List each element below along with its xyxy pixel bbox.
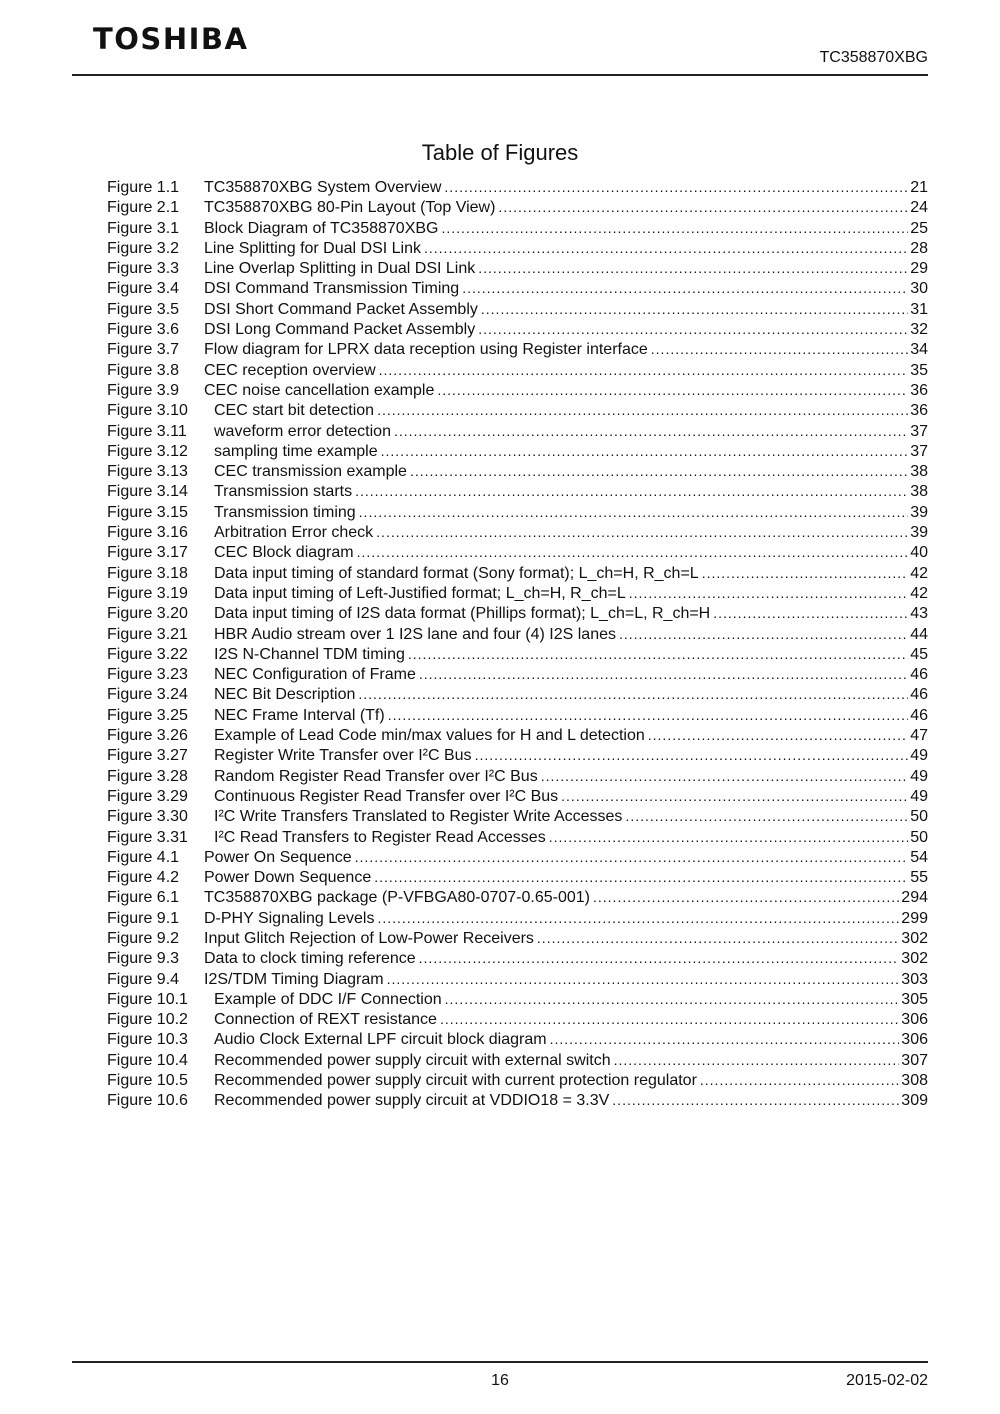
page-reference: 39 [910,503,928,521]
page-reference: 28 [910,239,928,257]
figure-title: NEC Frame Interval (Tf) [214,706,385,724]
dot-leader [561,786,908,806]
dot-leader [481,299,908,319]
figure-title: Example of Lead Code min/max values for H and L detection [214,727,645,745]
header-rule [72,74,928,76]
toc-entry[interactable] [107,948,928,968]
toc-entry[interactable] [107,603,928,623]
page-reference: 50 [910,828,928,846]
figure-number: Figure 9.1 [107,909,180,927]
figure-title: TC358870XBG 80-Pin Layout (Top View) [204,199,496,217]
figure-number: Figure 10.3 [107,1031,188,1049]
page-reference: 46 [910,706,928,724]
page-reference: 45 [910,645,928,663]
figure-number: Figure 3.18 [107,564,188,582]
toc-entry[interactable] [107,177,928,197]
page-reference: 39 [910,524,928,542]
page-reference: 38 [910,463,928,481]
figure-title: Arbitration Error check [214,524,374,542]
page-reference: 46 [910,666,928,684]
table-of-figures [107,177,928,1111]
figure-title: Continuous Register Read Transfer over I²C Bus [214,787,559,805]
dot-leader [379,360,909,380]
figure-title: Random Register Read Transfer over I²C Bus [214,767,538,785]
figure-title: waveform error detection [214,422,391,440]
toc-entry[interactable] [107,278,928,298]
figure-number: Figure 3.31 [107,828,188,846]
page-reference: 50 [910,808,928,826]
figure-number: Figure 2.1 [107,199,180,217]
page-reference: 24 [910,199,928,217]
figure-number: Figure 3.13 [107,463,188,481]
figure-title: CEC reception overview [204,361,376,379]
figure-number: Figure 3.5 [107,300,180,318]
dot-leader [408,644,908,664]
figure-number: Figure 3.12 [107,442,188,460]
dot-leader [648,725,908,745]
figure-title: HBR Audio stream over 1 I2S lane and four (4) I2S lanes [214,625,616,643]
toshiba-logo: TOSHIBA [93,22,249,56]
page-reference: 42 [910,564,928,582]
figure-title: I2S N-Channel TDM timing [214,645,405,663]
figure-number: Figure 3.7 [107,341,180,359]
dot-leader [388,705,909,725]
dot-leader [629,583,908,603]
dot-leader [374,867,908,887]
figure-number: Figure 9.4 [107,970,180,988]
dot-leader [619,624,908,644]
figure-number: Figure 3.10 [107,402,188,420]
toc-entry[interactable] [107,319,928,339]
page-reference: 294 [901,889,928,907]
page-reference: 30 [910,280,928,298]
page-reference: 307 [901,1051,928,1069]
page-reference: 43 [910,605,928,623]
page-reference: 49 [910,787,928,805]
toc-entry[interactable] [107,745,928,765]
dot-leader [593,887,899,907]
toc-entry[interactable] [107,258,928,278]
figure-title: Transmission timing [214,503,356,521]
figure-number: Figure 4.2 [107,869,180,887]
figure-number: Figure 3.14 [107,483,188,501]
figure-number: Figure 9.2 [107,929,180,947]
toc-entry[interactable] [107,339,928,359]
figure-number: Figure 3.26 [107,727,188,745]
dot-leader [355,847,909,867]
figure-number: Figure 6.1 [107,889,180,907]
figure-title: Transmission starts [214,483,353,501]
toc-entry[interactable] [107,197,928,217]
page-reference: 32 [910,321,928,339]
figure-number: Figure 3.21 [107,625,188,643]
figure-title: Connection of REXT resistance [214,1011,437,1029]
dot-leader [357,542,909,562]
dot-leader [381,441,909,461]
toc-entry[interactable] [107,1070,928,1090]
figure-number: Figure 9.3 [107,950,180,968]
dot-leader [376,522,908,542]
page-reference: 29 [910,260,928,278]
page-number: 16 [491,1372,509,1389]
toc-entry[interactable] [107,563,928,583]
figure-number: Figure 3.11 [107,422,187,440]
figure-title: I2S/TDM Timing Diagram [204,970,384,988]
toc-entry[interactable] [107,867,928,887]
dot-leader [437,380,908,400]
dot-leader [441,218,908,238]
toc-entry[interactable] [107,522,928,542]
figure-title: I²C Write Transfers Translated to Register Write Accesses [214,808,623,826]
page-reference: 306 [901,1031,928,1049]
figure-title: Audio Clock External LPF circuit block diagram [214,1031,547,1049]
toc-entry[interactable] [107,502,928,522]
figure-title: Power On Sequence [204,848,352,866]
page-reference: 54 [910,848,928,866]
figure-title: Line Splitting for Dual DSI Link [204,239,421,257]
figure-title: Block Diagram of TC358870XBG [204,219,439,237]
toc-entry[interactable] [107,421,928,441]
page-reference: 299 [901,909,928,927]
dot-leader [612,1090,899,1110]
page-reference: 47 [910,727,928,745]
figure-number: Figure 3.16 [107,524,188,542]
figure-number: Figure 3.8 [107,361,180,379]
figure-number: Figure 3.20 [107,605,188,623]
page-reference: 308 [901,1072,928,1090]
toc-entry[interactable] [107,481,928,501]
figure-number: Figure 3.6 [107,321,180,339]
dot-leader [478,258,908,278]
dot-leader [475,745,909,765]
figure-title: CEC start bit detection [214,402,375,420]
dot-leader [462,278,908,298]
figure-title: Power Down Sequence [204,869,372,887]
figure-number: Figure 10.2 [107,1011,188,1029]
figure-number: Figure 3.9 [107,381,180,399]
dot-leader [410,461,908,481]
toc-entry[interactable] [107,664,928,684]
toc-entry[interactable] [107,684,928,704]
figure-number: Figure 3.27 [107,747,188,765]
figure-title: Line Overlap Splitting in Dual DSI Link [204,260,476,278]
dot-leader [377,908,899,928]
toc-entry[interactable] [107,847,928,867]
page-reference: 55 [910,869,928,887]
toc-entry[interactable] [107,380,928,400]
dot-leader [419,948,900,968]
page-reference: 46 [910,686,928,704]
page-reference: 42 [910,584,928,602]
page-reference: 36 [910,381,928,399]
page-reference: 306 [901,1011,928,1029]
figure-title: I²C Read Transfers to Register Read Accesses [214,828,546,846]
dot-leader [498,197,908,217]
toc-entry[interactable] [107,218,928,238]
toc-entry[interactable] [107,461,928,481]
dot-leader [440,1009,899,1029]
page-reference: 38 [910,483,928,501]
toc-entry[interactable] [107,583,928,603]
figure-number: Figure 10.5 [107,1072,188,1090]
figure-title: Register Write Transfer over I²C Bus [214,747,472,765]
figure-title: D-PHY Signaling Levels [204,909,375,927]
toc-entry[interactable] [107,400,928,420]
figure-number: Figure 10.6 [107,1092,188,1110]
figure-title: CEC Block diagram [214,544,354,562]
page-reference: 36 [910,402,928,420]
dot-leader [444,177,908,197]
figure-number: Figure 3.4 [107,280,180,298]
toc-entry[interactable] [107,887,928,907]
toc-entry[interactable] [107,725,928,745]
figure-number: Figure 1.1 [107,179,180,196]
toc-entry[interactable] [107,989,928,1009]
figure-title: DSI Short Command Packet Assembly [204,300,478,318]
page-reference: 31 [910,300,928,318]
dot-leader [549,827,909,847]
page-title: Table of Figures [421,140,579,165]
dot-leader [359,502,909,522]
page-reference: 37 [910,442,928,460]
toc-entry[interactable] [107,1090,928,1110]
footer-rule [72,1361,928,1363]
figure-title: Data to clock timing reference [204,950,416,968]
page-reference: 49 [910,747,928,765]
figure-title: Recommended power supply circuit with current protection regulator [214,1072,697,1090]
figure-number: Figure 3.17 [107,544,188,562]
figure-title: Data input timing of standard format (Sony format); L_ch=H, R_ch=L [214,564,699,582]
toc-entry[interactable] [107,766,928,786]
dot-leader [355,481,908,501]
figure-title: Data input timing of Left-Justified format; L_ch=H, R_ch=L [214,584,626,602]
toc-entry[interactable] [107,1029,928,1049]
figure-title: CEC transmission example [214,463,407,481]
toc-entry[interactable] [107,299,928,319]
dot-leader [377,400,908,420]
page-reference: 25 [910,219,928,237]
figure-number: Figure 3.1 [107,219,180,237]
toc-entry[interactable] [107,705,928,725]
toc-entry[interactable] [107,624,928,644]
dot-leader [387,969,900,989]
page-reference: 302 [901,929,928,947]
figure-number: Figure 3.23 [107,666,188,684]
page-reference: 305 [901,990,928,1008]
figure-number: Figure 3.22 [107,645,188,663]
dot-leader [394,421,908,441]
dot-leader [419,664,908,684]
dot-leader [424,238,908,258]
figure-title: NEC Bit Description [214,686,356,704]
dot-leader [541,766,909,786]
dot-leader [614,1050,900,1070]
dot-leader [625,806,908,826]
page-reference: 37 [910,422,928,440]
figure-number: Figure 3.25 [107,706,188,724]
figure-title: TC358870XBG System Overview [204,179,442,196]
page-reference: 309 [901,1092,928,1110]
page-reference: 34 [910,341,928,359]
figure-number: Figure 3.19 [107,584,188,602]
toc-entry[interactable] [107,827,928,847]
dot-leader [700,1070,899,1090]
dot-leader [358,684,908,704]
dot-leader [478,319,908,339]
figure-title: Input Glitch Rejection of Low-Power Receivers [204,929,534,947]
toc-entry[interactable] [107,441,928,461]
figure-title: Example of DDC I/F Connection [214,990,442,1008]
dot-leader [550,1029,900,1049]
dot-leader [445,989,900,1009]
figure-number: Figure 3.2 [107,239,180,257]
figure-title: CEC noise cancellation example [204,381,435,399]
figure-number: Figure 10.4 [107,1051,188,1069]
figure-title: Recommended power supply circuit at VDDIO18 = 3.3V [214,1092,610,1110]
document-date: 2015-02-02 [846,1372,928,1389]
toc-entry[interactable] [107,969,928,989]
toc-entry[interactable] [107,360,928,380]
figure-number: Figure 3.3 [107,260,180,278]
toc-entry[interactable] [107,786,928,806]
page-reference: 21 [910,179,928,196]
toc-entry[interactable] [107,238,928,258]
figure-title: sampling time example [214,442,378,460]
figure-number: Figure 3.29 [107,787,188,805]
page-reference: 44 [910,625,928,643]
toc-entry[interactable] [107,542,928,562]
toc-entry[interactable] [107,1050,928,1070]
toc-entry[interactable] [107,908,928,928]
toc-entry[interactable] [107,928,928,948]
page-reference: 35 [910,361,928,379]
figure-number: Figure 10.1 [107,990,188,1008]
figure-number: Figure 3.24 [107,686,188,704]
page-reference: 302 [901,950,928,968]
page-reference: 49 [910,767,928,785]
figure-title: NEC Configuration of Frame [214,666,416,684]
dot-leader [713,603,908,623]
page-reference: 303 [901,970,928,988]
figure-title: DSI Long Command Packet Assembly [204,321,476,339]
figure-title: Data input timing of I2S data format (Phillips format); L_ch=L, R_ch=H [214,605,711,623]
dot-leader [702,563,909,583]
figure-title: Recommended power supply circuit with external switch [214,1051,611,1069]
figure-number: Figure 3.15 [107,503,188,521]
figure-title: Flow diagram for LPRX data reception using Register interface [204,341,648,359]
document-number: TC358870XBG [819,49,928,66]
dot-leader [651,339,908,359]
toc-entry[interactable] [107,644,928,664]
dot-leader [537,928,899,948]
toc-entry[interactable] [107,1009,928,1029]
figure-title: TC358870XBG package (P-VFBGA80-0707-0.65-001) [204,889,590,907]
figure-title: DSI Command Transmission Timing [204,280,460,298]
toc-entry[interactable] [107,806,928,826]
figure-number: Figure 3.30 [107,808,188,826]
figure-number: Figure 4.1 [107,848,180,866]
page-reference: 40 [910,544,928,562]
figure-number: Figure 3.28 [107,767,188,785]
